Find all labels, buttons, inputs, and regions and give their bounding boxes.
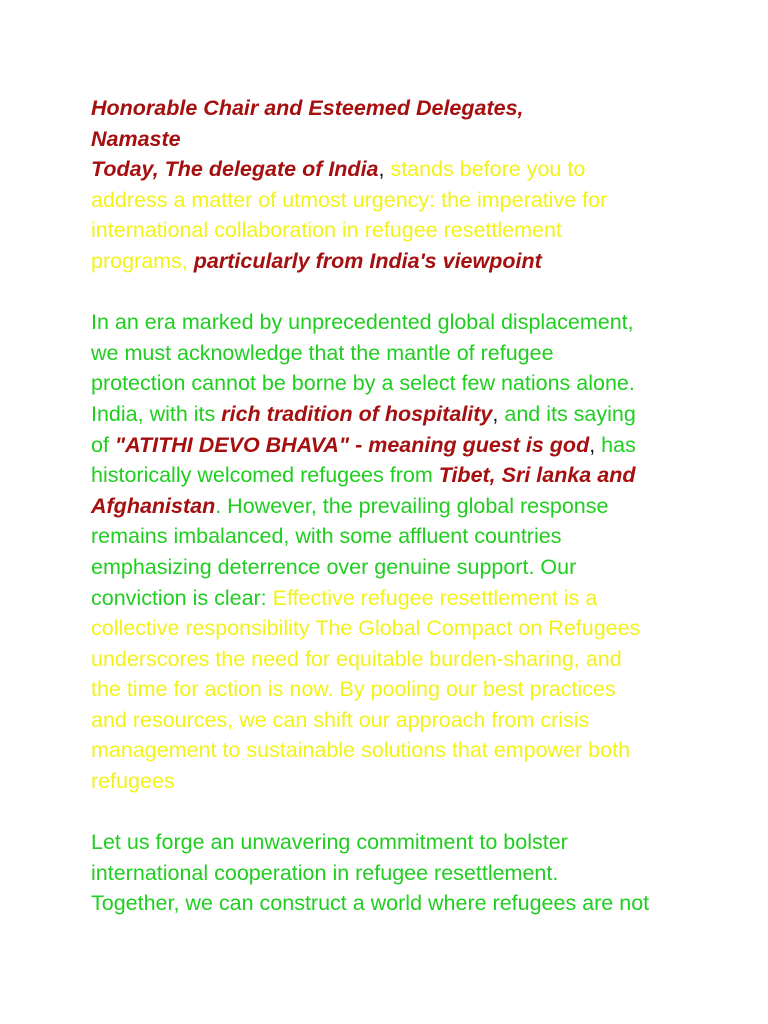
conviction-text: conviction is clear: [91, 585, 273, 610]
intro-programs-text: programs, [91, 248, 194, 273]
body2-line-2: international cooperation in refugee resettlement. [91, 860, 559, 885]
body1-comma: , [492, 401, 499, 426]
salutation-line: Honorable Chair and Esteemed Delegates, [91, 96, 524, 120]
atithi-devo-bhava-emphasis: "ATITHI DEVO BHAVA" - meaning guest is god [114, 432, 590, 457]
body1-text: and its saying [498, 401, 636, 426]
paragraph-spacer [91, 277, 691, 308]
body1-text: has [595, 432, 636, 457]
body1-line-15: management to sustainable solutions that empower both [91, 738, 631, 763]
body1-line-5 [91, 430, 691, 461]
body1-text: of [91, 432, 115, 457]
intro-line-2: address a matter of utmost urgency: the imperative for [91, 187, 608, 212]
intro-viewpoint-text: particularly from India's viewpoint [193, 248, 542, 273]
intro-line-4 [91, 246, 691, 277]
intro-comma: , [378, 157, 385, 182]
body1-text: . However, the prevailing global response [215, 493, 609, 518]
intro-line-1 [91, 154, 691, 185]
body1-line-4 [91, 399, 691, 430]
body1-text: India, with its [91, 401, 222, 426]
body1-text: historically welcomed refugees from [91, 463, 439, 488]
body1-line-14: and resources, we can shift our approach from crisis [91, 707, 590, 732]
body1-line-11: collective responsibility The Global Compact on Refugees [91, 616, 641, 641]
resettlement-text: Effective refugee resettlement is a [272, 585, 598, 610]
greeting-line: Namaste [91, 126, 181, 151]
body1-line-8: remains imbalanced, with some affluent countries [91, 524, 562, 549]
body1-line-13: the time for action is now. By pooling our best practices [91, 677, 616, 702]
body1-line-7 [91, 491, 691, 522]
countries-emphasis: Tibet, Sri lanka and [438, 463, 636, 488]
document-page [91, 93, 691, 919]
body1-line-3: protection cannot be borne by a select few nations alone. [91, 371, 635, 396]
body1-line-10 [91, 583, 691, 614]
body2-line-3: Together, we can construct a world where refugees are not [91, 891, 650, 916]
body1-line-9: emphasizing deterrence over genuine support. Our [91, 554, 577, 579]
intro-delegate-text: Today, The delegate of India [91, 157, 379, 182]
body1-line-16: refugees [91, 769, 175, 794]
body2-line-1: Let us forge an unwavering commitment to bolster [91, 830, 568, 855]
body1-line-2: we must acknowledge that the mantle of refugee [91, 340, 554, 365]
afghanistan-emphasis: Afghanistan [91, 493, 216, 518]
body1-line-1: In an era marked by unprecedented global displacement, [91, 310, 634, 335]
body1-line-6 [91, 460, 691, 491]
body1-comma: , [589, 432, 596, 457]
hospitality-emphasis: rich tradition of hospitality [221, 401, 493, 426]
intro-text-1: stands before you to [384, 157, 586, 182]
body1-line-12: underscores the need for equitable burden-sharing, and [91, 646, 622, 671]
paragraph-spacer [91, 797, 691, 828]
intro-line-3: international collaboration in refugee resettlement [91, 218, 562, 243]
